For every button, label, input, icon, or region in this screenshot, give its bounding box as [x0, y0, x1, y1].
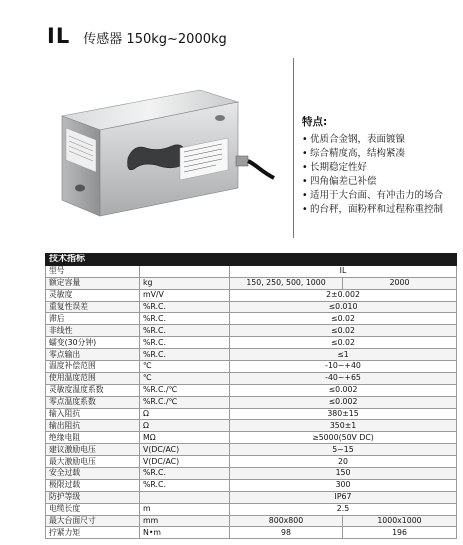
spec-value-cell: 380±15: [230, 408, 457, 420]
spec-value-left-cell: 150, 250, 500, 1000: [230, 277, 343, 289]
spec-unit-cell: V(DC/AC): [140, 456, 230, 468]
spec-name-cell: 蠕变(30分钟): [46, 337, 140, 349]
spec-name-cell: 拧紧力矩: [46, 527, 140, 539]
spec-name-cell: 零点温度系数: [46, 396, 140, 408]
spec-row: [46, 384, 457, 396]
title-subtitle: 传感器 150kg~2000kg: [83, 32, 227, 47]
spec-unit-cell: %R.C.: [140, 301, 230, 313]
spec-value-right-cell: 2000: [343, 277, 457, 289]
feature-item: • 适用于大台面、有冲击力的场合: [302, 189, 462, 203]
spec-value-left-cell: 98: [230, 527, 343, 539]
spec-unit-cell: N•m: [140, 527, 230, 539]
spec-name-cell: 型号: [46, 265, 140, 277]
spec-name-cell: 绝缘电阻: [46, 432, 140, 444]
spec-unit-cell: V(DC/AC): [140, 444, 230, 456]
spec-value-cell: 300: [230, 479, 457, 491]
spec-unit-cell: %R.C.: [140, 479, 230, 491]
spec-row: [46, 479, 457, 491]
spec-name-cell: 输入阻抗: [46, 408, 140, 420]
spec-row: [46, 372, 457, 384]
spec-table-header: [46, 254, 457, 266]
spec-unit-cell: %R.C.: [140, 313, 230, 325]
features-list: [302, 133, 462, 217]
spec-row: [46, 313, 457, 325]
spec-name-cell: 额定容量: [46, 277, 140, 289]
spec-unit-cell: %R.C.: [140, 349, 230, 361]
spec-name-cell: 非线性: [46, 325, 140, 337]
spec-row: [46, 444, 457, 456]
spec-value-cell: ≤0.02: [230, 325, 457, 337]
spec-row: [46, 456, 457, 468]
spec-name-cell: 极限过载: [46, 479, 140, 491]
spec-unit-cell: %R.C.: [140, 468, 230, 480]
load-cell-image: [50, 88, 275, 228]
spec-value-cell: 2.5: [230, 503, 457, 515]
spec-name-cell: 使用温度范围: [46, 372, 140, 384]
model-name: IL: [47, 24, 71, 48]
spec-row: [46, 420, 457, 432]
spec-value-left-cell: 800x800: [230, 515, 343, 527]
spec-table: [45, 253, 457, 539]
spec-name-cell: 最大激励电压: [46, 456, 140, 468]
spec-row: [46, 337, 457, 349]
feature-item: • 四角偏差已补偿: [302, 175, 462, 189]
spec-name-cell: 灵敏度温度系数: [46, 384, 140, 396]
features-heading: 特点:: [302, 116, 328, 128]
spec-name-cell: 滞后: [46, 313, 140, 325]
spec-value-cell: ≤1: [230, 349, 457, 361]
spec-unit-cell: [140, 491, 230, 503]
spec-value-cell: ≤0.010: [230, 301, 457, 313]
spec-name-cell: 最大台面尺寸: [46, 515, 140, 527]
spec-unit-cell: ℃: [140, 372, 230, 384]
spec-value-cell: ≤0.02: [230, 337, 457, 349]
spec-row: [46, 349, 457, 361]
spec-row: [46, 503, 457, 515]
spec-value-right-cell: 1000x1000: [343, 515, 457, 527]
spec-row: [46, 527, 457, 539]
spec-name-cell: 温度补偿范围: [46, 361, 140, 373]
spec-value-cell: 2±0.002: [230, 289, 457, 301]
spec-table-heading: 技术指标: [46, 254, 457, 266]
divider-line: [293, 58, 294, 238]
spec-name-cell: 电缆长度: [46, 503, 140, 515]
spec-row: [46, 277, 457, 289]
spec-row: [46, 432, 457, 444]
spec-unit-cell: mm: [140, 515, 230, 527]
spec-row: [46, 361, 457, 373]
spec-name-cell: 零点输出: [46, 349, 140, 361]
spec-value-cell: IP67: [230, 491, 457, 503]
spec-unit-cell: %R.C.: [140, 337, 230, 349]
spec-name-cell: 安全过载: [46, 468, 140, 480]
spec-name-cell: 输出阻抗: [46, 420, 140, 432]
spec-row: [46, 265, 457, 277]
spec-unit-cell: m: [140, 503, 230, 515]
spec-unit-cell: Ω: [140, 408, 230, 420]
spec-row: [46, 325, 457, 337]
spec-unit-cell: MΩ: [140, 432, 230, 444]
feature-item: • 优质合金钢，表面镀镍: [302, 133, 462, 147]
spec-unit-cell: %R.C./℃: [140, 396, 230, 408]
spec-value-cell: ≤0.002: [230, 396, 457, 408]
spec-value-cell: 350±1: [230, 420, 457, 432]
spec-value-cell: IL: [230, 265, 457, 277]
spec-name-cell: 重复性误差: [46, 301, 140, 313]
spec-row: [46, 468, 457, 480]
spec-row: [46, 491, 457, 503]
features-panel: [302, 114, 462, 217]
spec-unit-cell: mV/V: [140, 289, 230, 301]
spec-unit-cell: %R.C.: [140, 325, 230, 337]
feature-item: • 综合精度高，结构紧凑: [302, 147, 462, 161]
spec-name-cell: 防护等级: [46, 491, 140, 503]
spec-row: [46, 515, 457, 527]
feature-item: • 长期稳定性好: [302, 161, 462, 175]
spec-unit-cell: kg: [140, 277, 230, 289]
spec-unit-cell: [140, 265, 230, 277]
spec-unit-cell: %R.C./℃: [140, 384, 230, 396]
spec-row: [46, 396, 457, 408]
spec-value-cell: -40~+65: [230, 372, 457, 384]
spec-value-cell: 5~15: [230, 444, 457, 456]
spec-value-cell: ≤0.002: [230, 384, 457, 396]
spec-value-cell: -10~+40: [230, 361, 457, 373]
spec-row: [46, 301, 457, 313]
page-title: [47, 24, 227, 48]
spec-row: [46, 289, 457, 301]
spec-value-cell: ≥5000(50V DC): [230, 432, 457, 444]
spec-value-cell: ≤0.02: [230, 313, 457, 325]
spec-row: [46, 408, 457, 420]
spec-value-cell: 20: [230, 456, 457, 468]
spec-unit-cell: ℃: [140, 361, 230, 373]
spec-value-cell: 150: [230, 468, 457, 480]
spec-unit-cell: Ω: [140, 420, 230, 432]
feature-item-continued: • 的台秤，面粉秤和过程称重控制: [302, 203, 462, 217]
spec-name-cell: 灵敏度: [46, 289, 140, 301]
spec-value-right-cell: 196: [343, 527, 457, 539]
spec-name-cell: 建议激励电压: [46, 444, 140, 456]
